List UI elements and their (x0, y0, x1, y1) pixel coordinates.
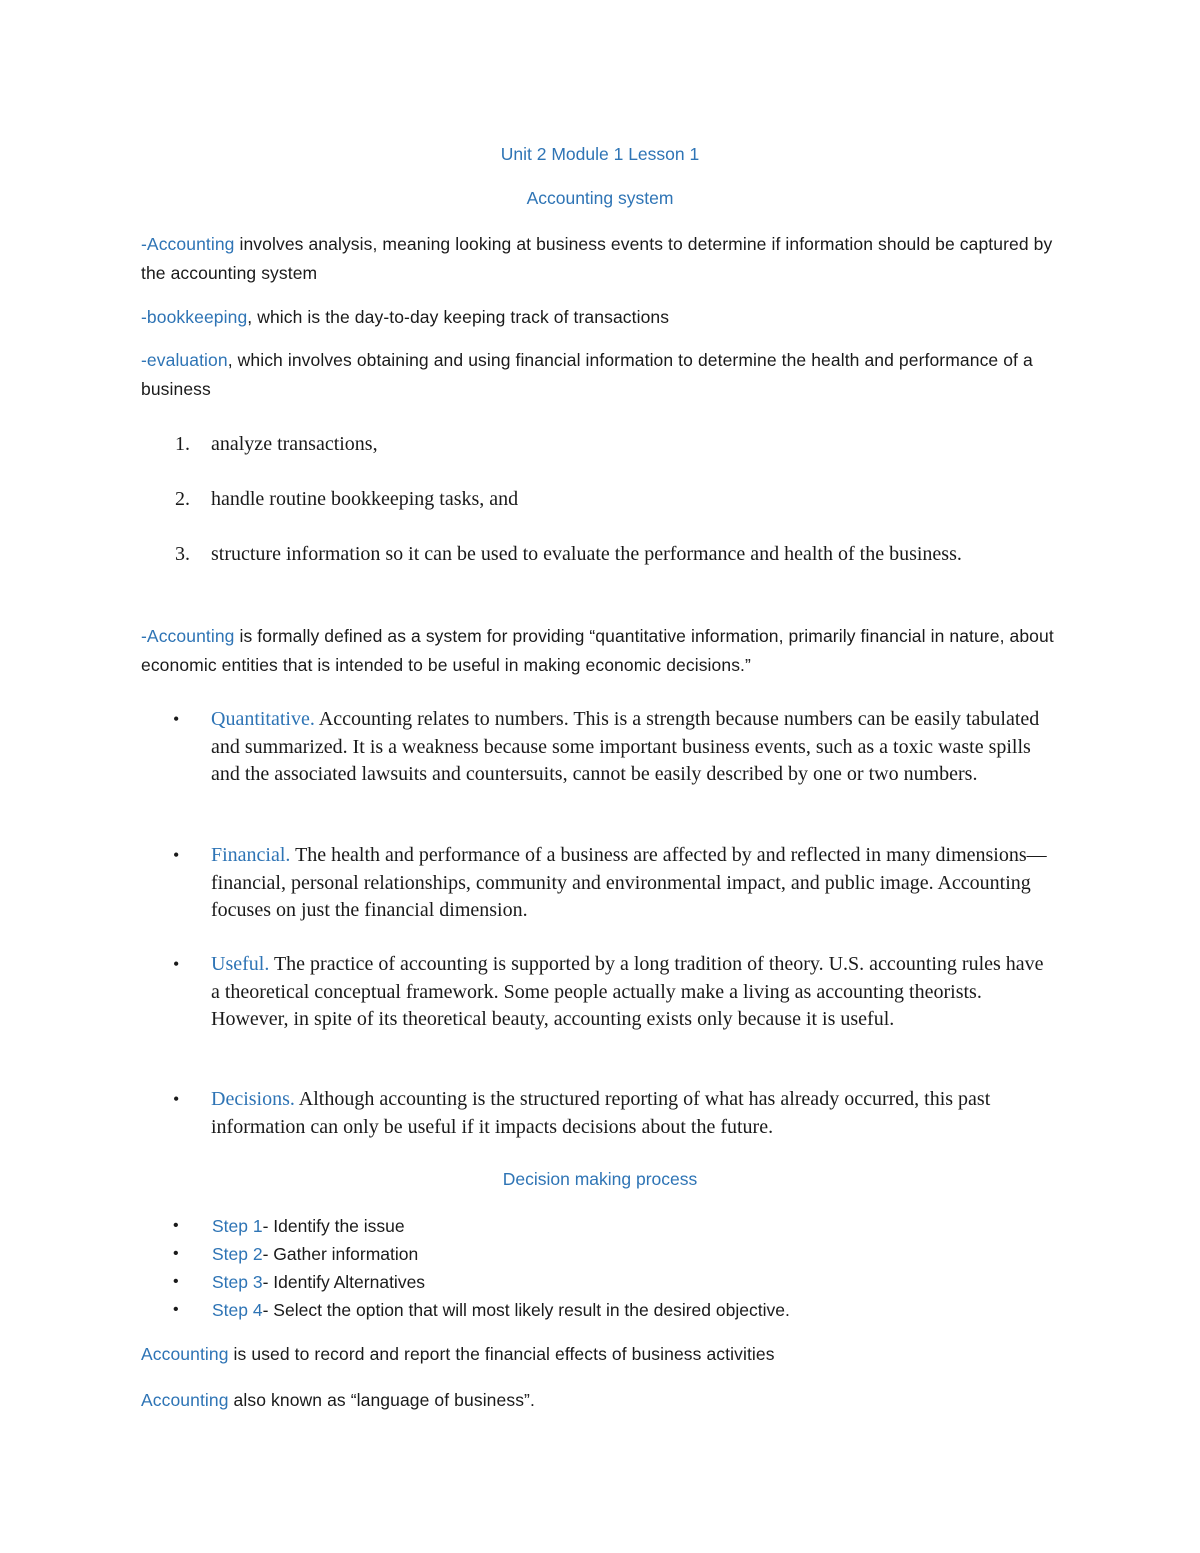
closing-paragraph (141, 1340, 1061, 1369)
bullet-icon: • (173, 709, 180, 729)
list-item-text: Although accounting is the structured reporting of what has already occurred, this past information can only be useful if it impacts decisions about the future. (211, 1088, 991, 1138)
bullet-icon: • (173, 954, 180, 974)
bullet-icon: • (173, 845, 180, 865)
numbered-list-item (175, 541, 1055, 569)
list-item-text: handle routine bookkeeping tasks, and (211, 488, 519, 510)
list-item-text: The practice of accounting is supported by a long tradition of theory. U.S. accounting rules have a theoretical conceptual framework. Some people actually make a living as accounting theorists. However, in spite of its theoretical beauty, accounting exists only because it is useful. (211, 953, 1044, 1030)
intro-paragraph (141, 346, 1061, 404)
bullet-list-item (175, 1086, 1055, 1141)
bullet-list-item (175, 951, 1055, 1034)
bullet-icon: • (173, 1245, 179, 1262)
bullet-icon: • (173, 1273, 179, 1290)
term: Quantitative. (211, 708, 315, 730)
step-list-item (175, 1212, 1055, 1240)
bullet-list-item (175, 706, 1055, 789)
step-text: - Gather information (262, 1244, 419, 1264)
term: Decisions. (211, 1088, 295, 1110)
step-label: Step 2 (212, 1244, 263, 1264)
term: -Accounting (141, 626, 235, 646)
step-list-item (175, 1296, 1055, 1324)
list-item-text: The health and performance of a business are affected by and reflected in many dimensions—financial, personal relationships, community and environmental impact, and public image. Accounting focuses on just the financial dimension. (211, 844, 1047, 921)
paragraph-text: , which involves obtaining and using financial information to determine the health and performance of a business (141, 350, 1033, 399)
closing-paragraph (141, 1386, 1061, 1415)
step-label: Step 4 (212, 1300, 263, 1320)
term: Financial. (211, 844, 291, 866)
numbered-list-item (175, 486, 1055, 514)
paragraph-text: is used to record and report the financial effects of business activities (228, 1344, 775, 1364)
list-number: 1. (175, 433, 190, 455)
paragraph-text: is formally defined as a system for providing “quantitative information, primarily financial in nature, about economic entities that is intended to be useful in making economic decisions.” (141, 626, 1054, 675)
page-title: Unit 2 Module 1 Lesson 1 (500, 144, 700, 164)
step-text: - Identify Alternatives (262, 1272, 426, 1292)
list-number: 2. (175, 488, 190, 510)
bullet-icon: • (173, 1089, 180, 1109)
intro-paragraph (141, 230, 1061, 288)
list-item-text: structure information so it can be used to evaluate the performance and health of the business. (211, 543, 962, 565)
bullet-icon: • (173, 1301, 179, 1318)
definition-paragraph (141, 622, 1061, 680)
bullet-list-item (175, 842, 1055, 925)
paragraph-text: also known as “language of business”. (228, 1390, 535, 1410)
paragraph-text: involves analysis, meaning looking at business events to determine if information should be captured by the accounting system (141, 234, 1053, 283)
numbered-list-item (175, 431, 1055, 459)
term: -evaluation (141, 350, 228, 370)
step-label: Step 3 (212, 1272, 263, 1292)
list-number: 3. (175, 543, 190, 565)
step-list-item (175, 1240, 1055, 1268)
step-text: - Identify the issue (262, 1216, 405, 1236)
step-text: - Select the option that will most likely result in the desired objective. (262, 1300, 790, 1320)
step-label: Step 1 (212, 1216, 263, 1236)
section-heading-decision-making: Decision making process (502, 1169, 698, 1189)
paragraph-text: , which is the day-to-day keeping track of transactions (247, 307, 670, 327)
term: -Accounting (141, 234, 235, 254)
list-item-text: analyze transactions, (211, 433, 378, 455)
bullet-icon: • (173, 1217, 179, 1234)
intro-paragraph (141, 303, 1061, 332)
term: Accounting (141, 1344, 229, 1364)
step-list-item (175, 1268, 1055, 1296)
section-heading-accounting-system: Accounting system (526, 188, 674, 208)
list-item-text: Accounting relates to numbers. This is a strength because numbers can be easily tabulated and summarized. It is a weakness because some important business events, such as a toxic waste spills and the associated lawsuits and countersuits, cannot be easily described by one or two numbers. (211, 708, 1040, 785)
term: -bookkeeping (141, 307, 248, 327)
term: Useful. (211, 953, 270, 975)
term: Accounting (141, 1390, 229, 1410)
